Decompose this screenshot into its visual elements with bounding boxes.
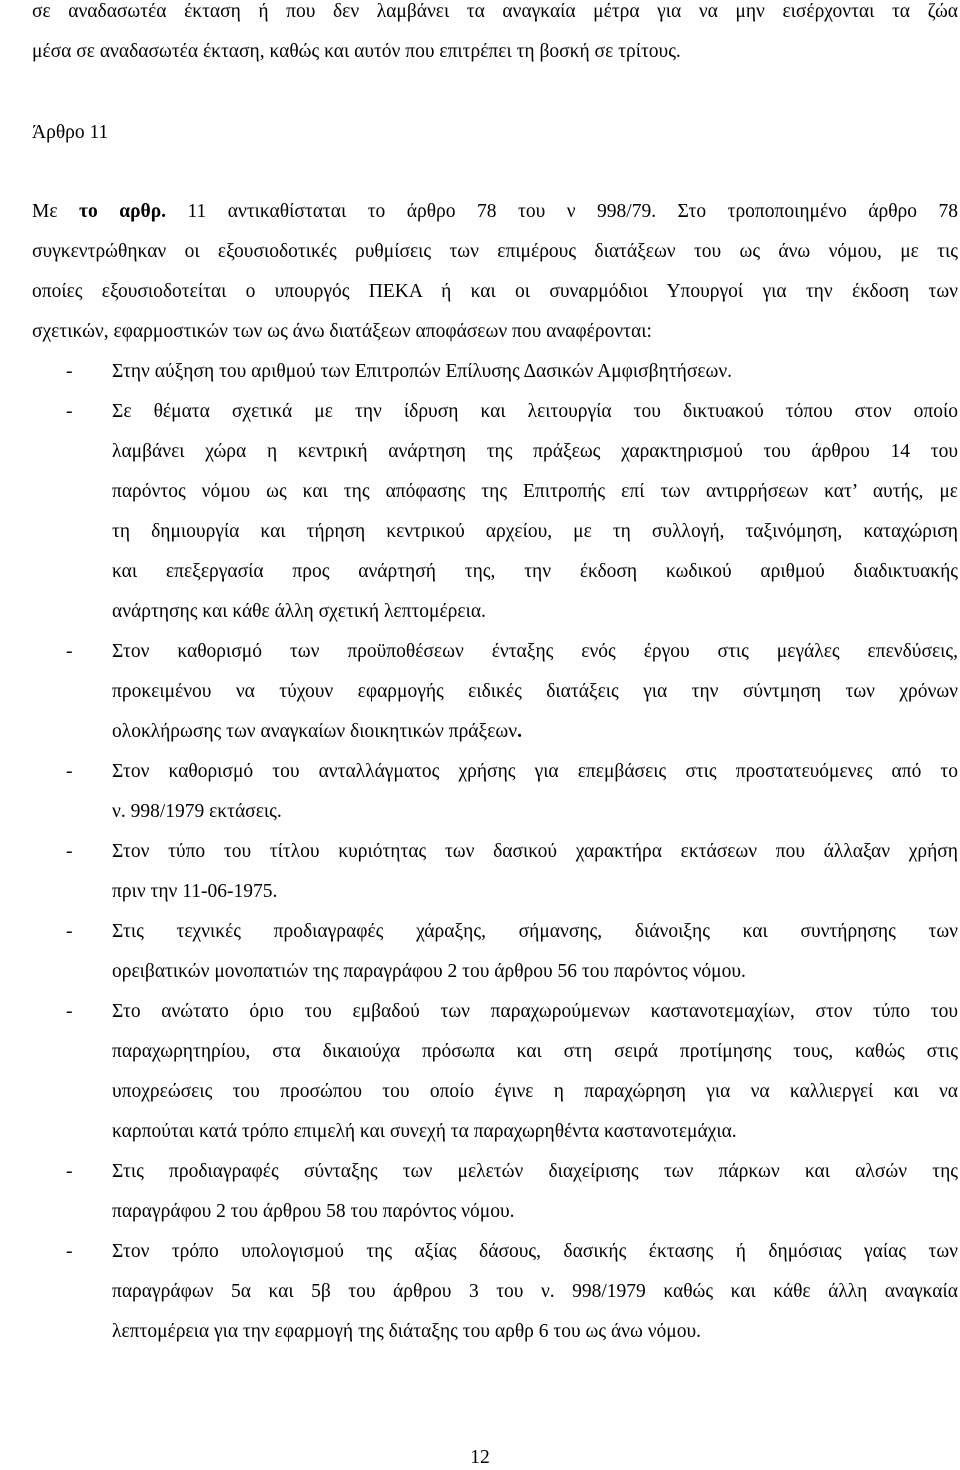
para-lead: Με xyxy=(32,201,80,222)
list-item-3-text: ολοκλήρωσης των αναγκαίων διοικητικών πράξεων xyxy=(112,721,518,742)
list-item-4-line-2: ν. 998/1979 εκτάσεις. xyxy=(112,801,282,822)
list-item-3-line-1: Στον καθορισμό των προϋποθέσεων ένταξης ενός έργου στις μεγάλες επενδύσεις, xyxy=(112,641,958,662)
article-heading: Άρθρο 11 xyxy=(32,122,109,143)
list-dash: - xyxy=(66,1001,73,1022)
list-item-6-line-1: Στις τεχνικές προδιαγραφές χάραξης, σήμανσης, διάνοιξης και συντήρησης των xyxy=(112,921,958,942)
list-dash: - xyxy=(66,641,73,662)
list-item-3-line-2: προκειμένου να τύχουν εφαρμογής ειδικές διατάξεις για την σύντμηση των χρόνων xyxy=(112,681,958,702)
list-item-4-line-1: Στον καθορισμό του ανταλλάγματος χρήσης για επεμβάσεις στις προστατευόμενες από το xyxy=(112,761,958,782)
list-item-2-line-2: λαμβάνει χώρα η κεντρική ανάρτηση της πράξεως χαρακτηρισμού του άρθρου 14 του xyxy=(112,441,958,462)
list-item-7-line-1: Στο ανώτατο όριο του εμβαδού των παραχωρούμενων καστανοτεμαχίων, στον τύπο του xyxy=(112,1001,958,1022)
list-item-9-line-2: παραγράφων 5α και 5β του άρθρου 3 του ν. 998/1979 καθώς και κάθε άλλη αναγκαία xyxy=(112,1281,958,1302)
list-item-7-line-2: παραχωρητηρίου, στα δικαιούχα πρόσωπα και στη σειρά προτίμησης τους, καθώς στις xyxy=(112,1041,958,1062)
article-para-line-4: σχετικών, εφαρμοστικών των ως άνω διατάξεων αποφάσεων που αναφέρονται: xyxy=(32,321,652,342)
list-dash: - xyxy=(66,841,73,862)
list-item-1-line-1: Στην αύξηση του αριθμού των Επιτροπών Επίλυσης Δασικών Αμφισβητήσεων. xyxy=(112,361,733,382)
list-item-3-bold-tail: . xyxy=(517,721,522,742)
list-item-8-line-2: παραγράφου 2 του άρθρου 58 του παρόντος νόμου. xyxy=(112,1201,515,1222)
intro-line-1: σε αναδασωτέα έκταση ή που δεν λαμβάνει τα αναγκαία μέτρα για να μην εισέρχονται τα ζώα xyxy=(32,1,958,22)
list-item-2-line-6: ανάρτησης και κάθε άλλη σχετική λεπτομέρεια. xyxy=(112,601,486,622)
intro-line-2: μέσα σε αναδασωτέα έκταση, καθώς και αυτόν που επιτρέπει τη βοσκή σε τρίτους. xyxy=(32,41,681,62)
list-item-2-line-3: παρόντος νόμου ως και της απόφασης της Επιτροπής επί των αντιρρήσεων κατ’ αυτής, με xyxy=(112,481,958,502)
list-item-8-line-1: Στις προδιαγραφές σύνταξης των μελετών διαχείρισης των πάρκων και αλσών της xyxy=(112,1161,958,1182)
para-line-1-rest: 11 αντικαθίσταται το άρθρο 78 του ν 998/79. Στο τροποποιημένο άρθρο 78 xyxy=(166,201,959,222)
list-item-7-line-3: υποχρεώσεις του προσώπου του οποίο έγινε η παραχώρηση για να καλλιεργεί και να xyxy=(112,1081,958,1102)
para-lead-bold: το αρθρ. xyxy=(79,201,167,222)
article-para-line-2: συγκεντρώθηκαν οι εξουσιοδοτικές ρυθμίσεις των επιμέρους διατάξεων του ως άνω νόμου, με τις xyxy=(32,241,958,262)
page-number: 12 xyxy=(470,1447,490,1468)
list-item-2-line-5: και επεξεργασία προς ανάρτησή της, την έκδοση κωδικού αριθμού διαδικτυακής xyxy=(112,561,958,582)
list-item-2-line-4: τη δημιουργία και τήρηση κεντρικού αρχείου, με τη συλλογή, ταξινόμηση, καταχώριση xyxy=(112,521,958,542)
list-item-5-line-2: πριν την 11-06-1975. xyxy=(112,881,278,902)
list-item-9-line-3: λεπτομέρεια για την εφαρμογή της διάταξης του αρθρ 6 του ως άνω νόμου. xyxy=(112,1321,701,1342)
list-dash: - xyxy=(66,401,73,422)
list-dash: - xyxy=(66,921,73,942)
article-para-line-3: οποίες εξουσιοδοτείται ο υπουργός ΠΕΚΑ ή και οι συναρμόδιοι Υπουργοί για την έκδοση των xyxy=(32,281,958,302)
list-item-5-line-1: Στον τύπο του τίτλου κυριότητας των δασικού χαρακτήρα εκτάσεων που άλλαξαν χρήση xyxy=(112,841,958,862)
list-item-3-line-3 xyxy=(112,720,958,744)
list-dash: - xyxy=(66,1161,73,1182)
list-item-9-line-1: Στον τρόπο υπολογισμού της αξίας δάσους, δασικής έκτασης ή δημόσιας γαίας των xyxy=(112,1241,958,1262)
list-dash: - xyxy=(66,361,73,382)
list-item-2-line-1: Σε θέματα σχετικά με την ίδρυση και λειτουργία του δικτυακού τόπου στον οποίο xyxy=(112,401,958,422)
list-dash: - xyxy=(66,1241,73,1262)
list-item-6-line-2: ορειβατικών μονοπατιών της παραγράφου 2 του άρθρου 56 του παρόντος νόμου. xyxy=(112,961,746,982)
list-item-7-line-4: καρπούται κατά τρόπο επιμελή και συνεχή τα παραχωρηθέντα καστανοτεμάχια. xyxy=(112,1121,737,1142)
article-para-line-1 xyxy=(32,200,958,224)
list-dash: - xyxy=(66,761,73,782)
